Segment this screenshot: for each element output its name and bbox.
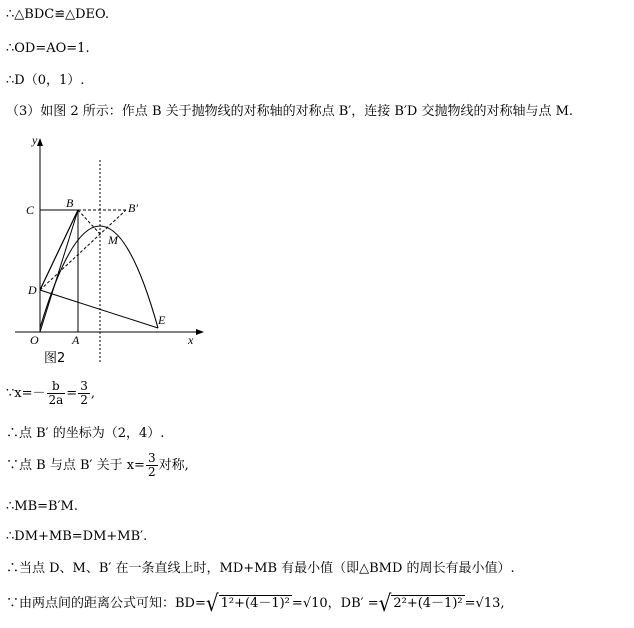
distance-prefix: ∵由两点间的距离公式可知：BD= [6, 595, 206, 611]
text-line-9: ∴DM+MB=DM+MB′. [6, 529, 148, 544]
segment-BD [40, 210, 78, 290]
fraction-3-over-2: $\frac{3}{2}$ [80, 379, 88, 407]
equals-2: = [464, 595, 476, 611]
segment-BM [78, 210, 100, 234]
equals: = [66, 386, 78, 401]
text-line-4: （3）如图 2 所示：作点 B 关于抛物线的对称轴的对称点 B′，连接 B′D 交抛物线的对称轴与点 M. [6, 104, 574, 119]
parabola-curve [40, 226, 158, 328]
label-D: D [28, 283, 37, 297]
label-Bp: B′ [128, 201, 138, 215]
equals-1: = [291, 595, 303, 611]
label-y: y [32, 133, 38, 147]
text-line-2: ∴OD=AO=1. [6, 41, 90, 56]
segment-BO [40, 210, 78, 332]
text-line-6: ∴点 B′ 的坐标为（2，4）. [6, 426, 165, 441]
sqrt-bd: √ 1²+(4－1)² [205, 589, 290, 617]
dbp-value: √13 [475, 595, 501, 611]
x-axis-arrow [196, 329, 204, 335]
text-line-7 [6, 452, 189, 479]
parabola-figure [10, 132, 210, 368]
dbp-prefix: ，DB′ = [327, 595, 379, 611]
symmetric-suffix: 对称, [158, 458, 189, 473]
sqrt-dbp: √ 2²+(4－1)² [378, 589, 463, 617]
comma-end: , [500, 595, 505, 611]
bd-value: √10 [302, 595, 328, 611]
segment-DBp [40, 210, 126, 290]
fraction-3-over-2-axis: $\frac{3}{2}$ [147, 451, 156, 479]
text-line-3: ∴D（0，1）. [6, 73, 85, 88]
text-line-11 [6, 589, 505, 617]
label-M: M [108, 233, 118, 247]
text-line-5 [6, 380, 95, 407]
comma: , [90, 386, 95, 401]
label-B: B [66, 196, 74, 210]
text-line-8: ∴MB=B′M. [6, 499, 78, 514]
figure-caption: 图2 [44, 351, 66, 366]
segment-DE [40, 290, 158, 328]
label-x: x [188, 333, 194, 347]
label-C: C [26, 203, 35, 217]
x-eq-prefix: ∵x=－ [6, 386, 46, 401]
label-E: E [158, 313, 166, 327]
text-line-1: ∴△BDC≌△DEO. [6, 7, 110, 22]
label-O: O [30, 333, 39, 347]
label-A: A [72, 333, 80, 347]
text-line-10: ∴当点 D、M、B′ 在一条直线上时，MD+MB 有最小值（即△BMD 的周长有最小值）. [6, 561, 515, 576]
y-axis-arrow [37, 138, 43, 146]
symmetric-prefix: ∵点 B 与点 B′ 关于 x= [6, 458, 145, 473]
fraction-b-over-2a: $\frac{b}{2a}$ [48, 379, 64, 407]
